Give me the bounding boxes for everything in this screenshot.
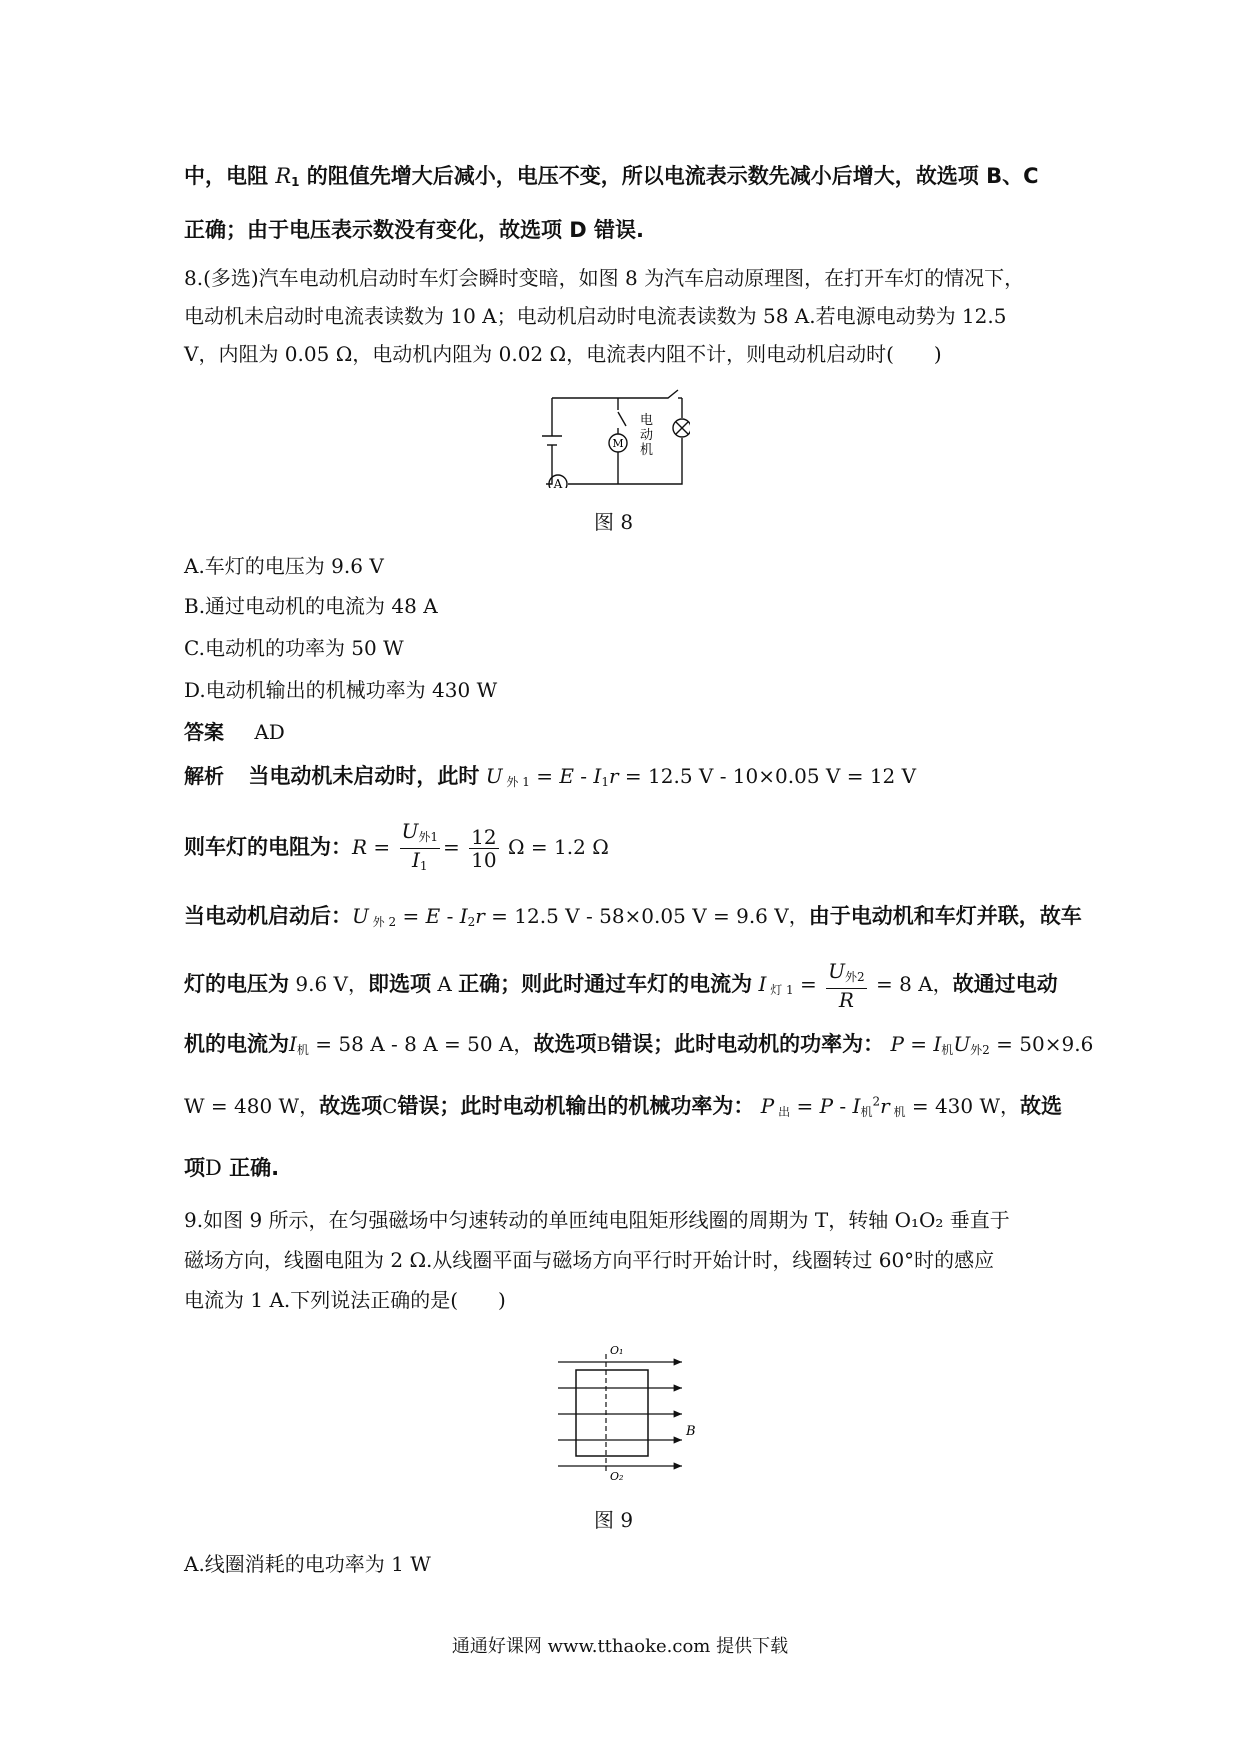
axis-o2-label: O₂ xyxy=(610,1470,624,1480)
figure-9-caption: 图 9 xyxy=(594,1508,634,1532)
analysis-line-4: 灯的电压为 9.6 V，即选项 A 正确；则此时通过车灯的电流为 I $_{灯 1}$ = $\frac{U_{外2}}{R}$ = 8 A，故通过电动 xyxy=(184,959,1058,1012)
page-footer: 通通好课网 www.tthaoke.com 提供下载 xyxy=(451,1636,789,1657)
continued-text-line-1: 中，电阻 $R_1$ 的阻值先增大后减小，电压不变，所以电流表示数先减小后增大，故选项 B、C xyxy=(184,164,1039,189)
figure-8-caption: 图 8 xyxy=(594,510,634,534)
analysis-label: 解析 xyxy=(184,764,224,788)
figure-9-coil xyxy=(550,1340,700,1480)
answer-value: AD xyxy=(254,720,285,744)
q9-stem-line-1: 9.如图 9 所示，在匀强磁场中匀速转动的单匝纯电阻矩形线圈的周期为 T，转轴 O₁O₂ 垂直于 xyxy=(184,1208,1010,1232)
analysis-line-7: 项D 正确. xyxy=(184,1156,280,1180)
q8-option-d: D.电动机输出的机械功率为 430 W xyxy=(184,678,498,702)
continued-text-line-2: 正确；由于电压表示数没有变化，故选项 D 错误. xyxy=(184,218,645,242)
q8-option-a: A.车灯的电压为 9.6 V xyxy=(184,554,384,578)
analysis-line-5: 机的电流为$I_机 = 58$ A - 8 A = 50 A，故选项B错误；此时电动机的功率为： $P = I_机U_{外2} = 50\times 9.6$ xyxy=(184,1032,1094,1057)
analysis-line-3: 当电动机启动后：U $_{外 2} = E - I_2r = 12.5$ V - 58×0.05 V = 9.6 V，由于电动机和车灯并联，故车 xyxy=(184,904,1082,929)
answer-label: 答案 xyxy=(184,720,224,744)
analysis-line-2: 则车灯的电阻为：R = $\frac{U_{外1}}{I_1}$ = $\frac{12}{10}$ Ω = 1.2 Ω xyxy=(184,819,609,873)
q8-stem-line-2: 电动机未启动时电流表读数为 10 A；电动机启动时电流表读数为 58 A.若电源电动势为 12.5 xyxy=(184,304,1007,328)
q8-option-c: C.电动机的功率为 50 W xyxy=(184,636,404,660)
q8-answer xyxy=(184,716,285,745)
q8-stem-line-3: V，内阻为 0.05 Ω，电动机内阻为 0.02 Ω，电流表内阻不计，则电动机启动时( ) xyxy=(184,342,942,366)
analysis-line-1: 解析 当电动机未启动时，此时 U $_{外 1} = E - I_1r = 12.5$ V - 10×0.05 V = 12 V xyxy=(184,764,917,789)
q9-stem-line-3: 电流为 1 A.下列说法正确的是( ) xyxy=(184,1288,506,1312)
field-b-label: B xyxy=(686,1424,696,1439)
q9-option-a: A.线圈消耗的电功率为 1 W xyxy=(184,1552,431,1576)
q8-option-b: B.通过电动机的电流为 48 A xyxy=(184,594,438,618)
ammeter-letter: A xyxy=(553,477,563,488)
analysis-line-6: W = 480 W，故选项C错误；此时电动机输出的机械功率为： P $_出 = P - I_机^2r$ $_机$ = 430 W，故选 xyxy=(184,1094,1063,1119)
q8-stem-line-1: 8.(多选)汽车电动机启动时车灯会瞬时变暗，如图 8 为汽车启动原理图，在打开车灯的情况下， xyxy=(184,266,1025,290)
motor-letter: M xyxy=(612,437,624,450)
q9-stem-line-2: 磁场方向，线圈电阻为 2 Ω.从线圈平面与磁场方向平行时开始计时，线圈转过 60°时的感应 xyxy=(184,1248,995,1272)
axis-o1-label: O₁ xyxy=(610,1344,624,1357)
figure-8-circuit xyxy=(540,388,690,488)
motor-label: 电动机 xyxy=(640,413,654,458)
